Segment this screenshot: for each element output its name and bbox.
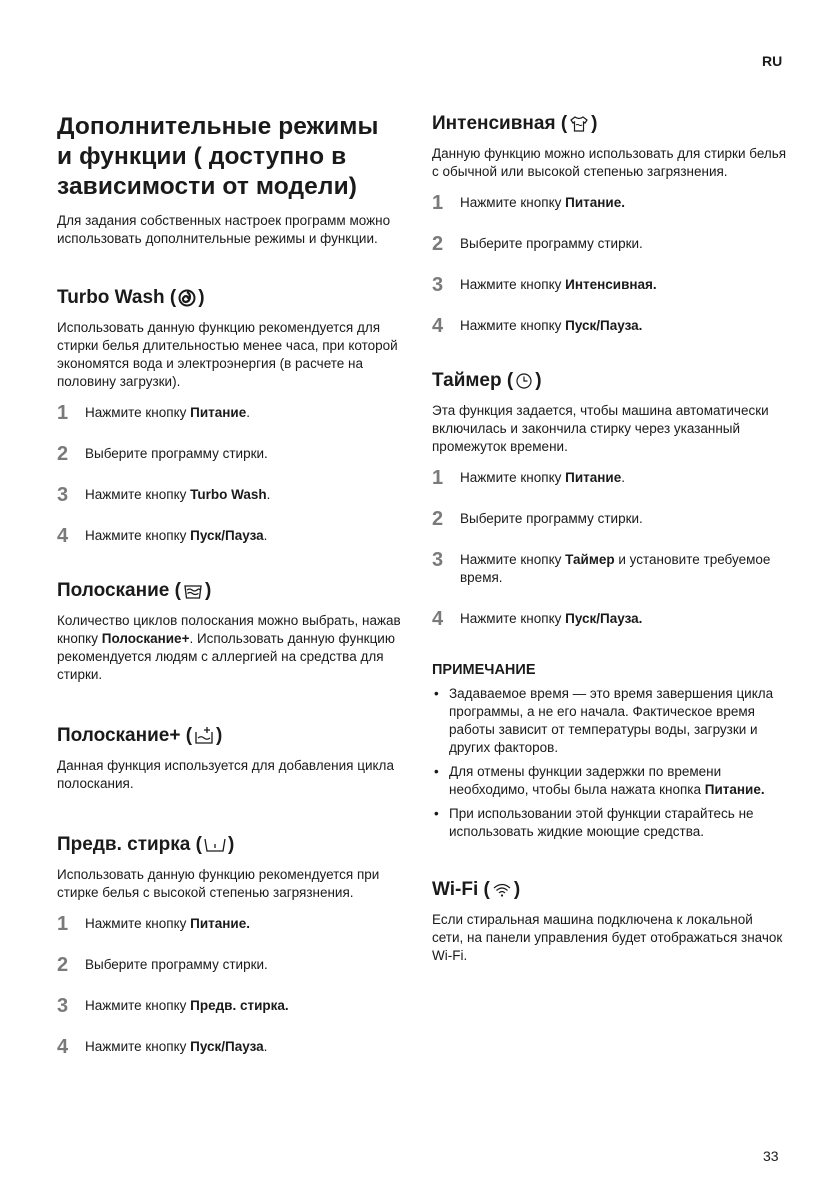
step-text: Нажмите кнопку [85,405,191,420]
rinse-plus-icon [194,726,214,746]
note-item [432,763,787,799]
intensive-steps [432,194,787,335]
step-number: 2 [57,954,69,976]
intensive-title: Интенсивная ( [432,113,568,134]
step-text: Выберите программу стирки. [85,446,268,461]
step-number: 3 [432,274,444,296]
step-number: 1 [57,402,69,424]
turbo-wash-icon [178,289,196,307]
wifi-text: Если стиральная машина подключена к локальной сети, на панели управления будет отображаться значок Wi-Fi. [432,912,783,963]
step-item [57,445,402,463]
step-text: Нажмите кнопку [85,1039,191,1054]
rinse-icon [183,582,203,600]
turbo-wash-title: Turbo Wash ( [57,287,177,308]
rinse-plus-title: Полоскание+ ( [57,725,193,746]
step-text: Нажмите кнопку [85,916,191,931]
step-item [57,997,402,1015]
step-number: 4 [57,525,69,547]
step-number: 3 [432,549,444,571]
rinse-plus-button-name: Полоскание+ [101,631,190,646]
rinse-text-start: Количество циклов полоскания можно выбрать, нажав кнопку [57,613,401,646]
step-number: 2 [432,233,444,255]
step-text: Нажмите кнопку [460,470,566,485]
step-item [432,317,787,335]
note-bold: Питание. [704,782,765,797]
step-button-name: Таймер [565,552,615,567]
intensive-text: Данную функцию можно использовать для стирки белья с обычной или высокой степенью загрязнения. [432,146,787,179]
step-text-end: . [266,487,271,502]
step-item [432,469,787,487]
step-number: 2 [432,508,444,530]
step-button-name: Пуск/Пауза. [565,318,643,333]
step-number: 1 [57,913,69,935]
step-item [432,235,787,253]
step-text-end: . [263,528,268,543]
intensive-icon [569,115,589,133]
page-title [57,112,402,202]
step-text-end: и установите требуемое время. [460,552,771,585]
timer-title: Таймер ( [432,370,514,391]
step-item [57,956,402,974]
timer-steps [432,469,787,628]
step-item [432,551,787,587]
step-text-end: . [263,1039,268,1054]
prewash-text: Использовать данную функцию рекомендуется при стирке белья с высокой степенью загрязнения. [57,867,380,900]
wifi-title: Wi-Fi ( [432,879,490,900]
step-button-name: Предв. стирка. [190,998,289,1013]
rinse-plus-title-close: ) [216,725,223,746]
rinse-plus-text: Данная функция используется для добавления цикла полоскания. [57,758,394,791]
step-text: Нажмите кнопку [460,552,566,567]
step-item [57,1038,402,1056]
turbo-wash-text: Использовать данную функцию рекомендуется для стирки белья длительностью менее часа, при которой экономятся вода и электроэнергия (в расчете на половину загрузки). [57,320,398,389]
step-number: 4 [57,1036,69,1058]
bullet: • [434,764,439,779]
step-number: 1 [432,192,444,214]
rinse-text [57,612,402,684]
note-text: При использовании этой функции старайтесь не использовать жидкие моющие средства. [449,806,754,839]
step-item [432,610,787,628]
turbo-wash-title-close: ) [198,287,205,308]
language-label: RU [762,53,783,69]
step-button-name: Пуск/Пауза. [565,611,643,626]
timer-title-close: ) [535,370,542,391]
turbo-wash-heading [57,286,402,310]
rinse-heading [57,579,402,603]
timer-icon [515,372,533,390]
step-button-name: Питание. [565,195,625,210]
bullet: • [434,806,439,821]
step-text: Нажмите кнопку [460,611,566,626]
step-text: Нажмите кнопку [460,318,566,333]
wifi-title-close: ) [513,879,521,900]
step-item [432,510,787,528]
intro-text: Для задания собственных настроек программ можно использовать дополнительные режимы и функции. [57,213,391,246]
right-column [432,112,787,965]
step-text-end: . [246,405,250,420]
step-number: 3 [57,484,69,506]
step-number: 4 [432,315,444,337]
timer-heading [432,369,787,393]
step-button-name: Интенсивная. [565,277,657,292]
prewash-title-close: ) [227,834,235,855]
wifi-icon [492,881,512,899]
step-number: 4 [432,608,444,630]
step-button-name: Turbo Wash [190,487,267,502]
step-button-name: Питание [190,405,247,420]
page-title-line-1: Дополнительные режимы [57,113,379,140]
prewash-title: Предв. стирка ( [57,834,202,855]
prewash-heading [57,833,402,857]
step-text: Нажмите кнопку [460,195,566,210]
step-item [432,276,787,294]
step-text: Нажмите кнопку [85,487,191,502]
rinse-title-close: ) [204,580,212,601]
step-text: Выберите программу стирки. [460,236,643,251]
rinse-title: Полоскание ( [57,580,181,601]
step-item [57,404,402,422]
bullet: • [434,686,439,701]
step-text: Нажмите кнопку [85,528,191,543]
note-title: ПРИМЕЧАНИЕ [432,662,536,678]
intensive-heading [432,112,787,136]
step-text: Нажмите кнопку [460,277,566,292]
step-item [432,194,787,212]
step-text: Нажмите кнопку [85,998,191,1013]
step-button-name: Пуск/Пауза [190,528,264,543]
note-item [432,685,787,757]
prewash-steps [57,915,402,1056]
rinse-plus-heading [57,724,402,748]
timer-text: Эта функция задается, чтобы машина автоматически включилась и закончила стирку через указанный промежуток времени. [432,403,769,454]
step-text: Выберите программу стирки. [460,511,643,526]
note-list [432,685,787,841]
intensive-title-close: ) [591,113,598,134]
rinse-text-end: . Использовать данную функцию рекомендуется людям с аллергией на средства для стирки. [57,631,395,682]
step-text-end: . [621,470,625,485]
step-button-name: Питание. [190,916,250,931]
step-button-name: Пуск/Пауза [190,1039,264,1054]
step-button-name: Питание [565,470,622,485]
step-text: Выберите программу стирки. [85,957,268,972]
step-item [57,486,402,504]
step-number: 3 [57,995,69,1017]
step-item [57,527,402,545]
step-number: 1 [432,467,444,489]
page-number: 33 [763,1148,779,1164]
wifi-heading [432,878,787,902]
page-title-line-3: зависимости от модели) [57,173,357,200]
note-text: Задаваемое время — это время завершения цикла программы, а не его начала. Фактическое время работы зависит от температуры воды, загрузки и других факторов. [449,686,774,755]
note-text: Для отмены функции задержки по времени необходимо, чтобы была нажата кнопка [449,764,722,797]
step-number: 2 [57,443,69,465]
prewash-icon [204,837,226,853]
note-item [432,805,787,841]
page-title-line-2: и функции ( доступно в [57,143,347,170]
turbo-wash-steps [57,404,402,545]
left-column [57,112,402,1056]
step-item [57,915,402,933]
